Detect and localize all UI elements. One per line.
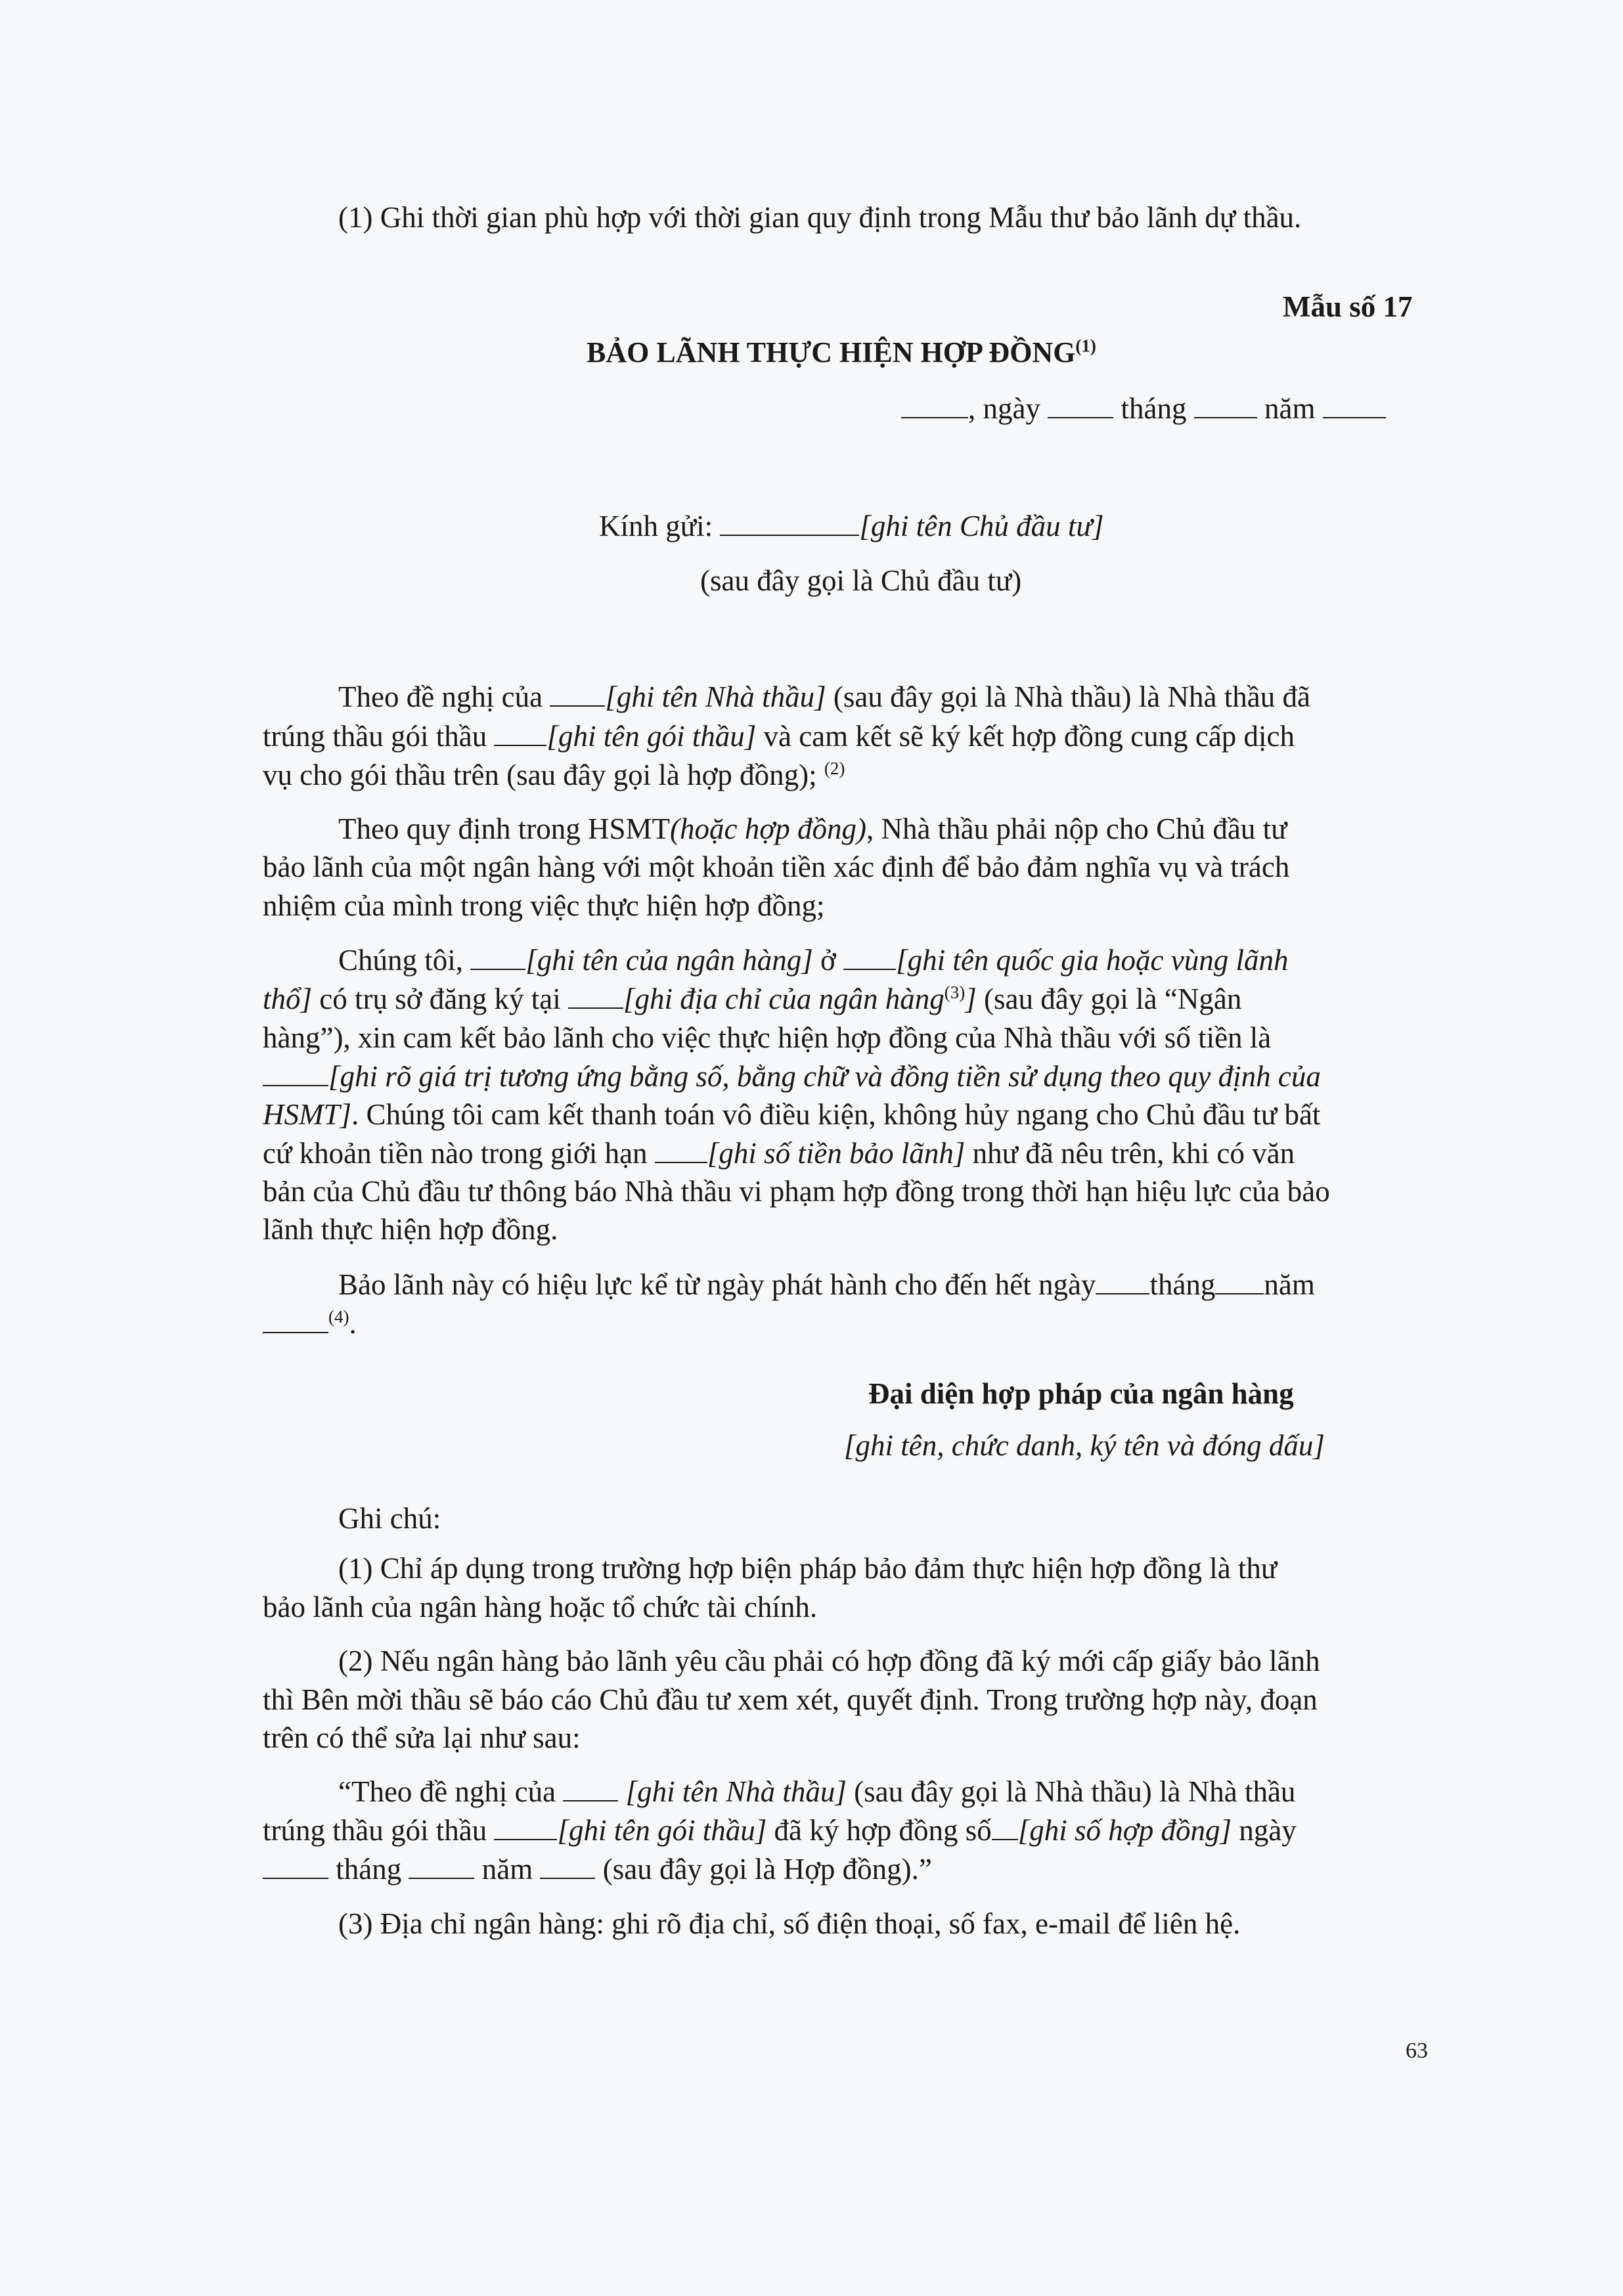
para1-text: và cam kết sẽ ký kết hợp đồng cung cấp dịch [763,720,1295,753]
recipient-placeholder: [ghi tên Chủ đầu tư] [859,510,1104,542]
day-blank [1048,395,1113,418]
para3-line8: lãnh thực hiện hợp đồng. [263,1213,558,1246]
para3-line3: hàng”), xin cam kết bảo lãnh cho việc thực hiện hợp đồng của Nhà thầu với số tiền là [263,1021,1272,1054]
para3-line7: bản của Chủ đầu tư thông báo Nhà thầu vi phạm hợp đồng trong thời hạn hiệu lực của bảo [263,1175,1330,1208]
para4-text: năm [1264,1268,1315,1301]
para1-text: vụ cho gói thầu trên (sau đây gọi là hợp đồng); [263,759,817,791]
quote-text: ngày [1239,1814,1297,1847]
guarantee-amount-placeholder: [ghi số tiền bảo lãnh] [707,1137,966,1170]
para4-line1 [338,1266,1315,1304]
para2-italic: (hoặc hợp đồng) [669,812,866,845]
note2-line2: thì Bên mời thầu sẽ báo cáo Chủ đầu tư xem xét, quyết định. Trong trường hợp này, đoạn [263,1683,1318,1716]
para1-text: (sau đây gọi là Nhà thầu) là Nhà thầu đã [833,680,1310,713]
para3-text: Chúng tôi, [338,944,464,977]
address-placeholder-end: ] [965,982,977,1015]
bank-blank [470,946,525,970]
quote-text: đã ký hợp đồng số [774,1814,992,1847]
para1-footnote: (2) [824,759,845,778]
para1-line1 [338,678,1310,716]
para4-line2 [263,1304,357,1342]
para3-line1 [338,941,1288,979]
month-blank [1194,395,1257,418]
package-placeholder: [ghi tên gói thầu] [546,720,757,753]
recipient-alias: (sau đây gọi là Chủ đầu tư) [700,564,1022,597]
para2-text: Theo quy định trong HSMT [338,812,670,845]
signature-instruction: [ghi tên, chức danh, ký tên và đóng dấu] [844,1429,1325,1462]
bank-placeholder: [ghi tên của ngân hàng] [525,944,813,977]
quote-contractor-blank [563,1778,618,1801]
quote-text: năm [481,1853,533,1886]
note3: (3) Địa chỉ ngân hàng: ghi rõ địa chỉ, số điện thoại, số fax, e-mail để liên hệ. [338,1907,1241,1940]
para2-line2: bảo lãnh của một ngân hàng với một khoản tiền xác định để bảo đảm nghĩa vụ và trách [263,850,1290,883]
para2-line3: nhiệm của mình trong việc thực hiện hợp đồng; [263,889,825,922]
note1-line1: (1) Chỉ áp dụng trong trường hợp biện pháp bảo đảm thực hiện hợp đồng là thư [338,1552,1278,1585]
amount-placeholder-end: HSMT] [263,1098,352,1131]
para3-text: ở [820,944,836,977]
amount-blank [263,1063,328,1086]
recipient-line [599,507,1103,545]
validity-month-blank [1215,1271,1264,1294]
address-blank [568,985,623,1009]
title-footnote: (1) [1075,336,1096,356]
quote-package-blank [494,1817,557,1840]
quote-line1 [338,1773,1295,1811]
quote-contract-no-placeholder: [ghi số hợp đồng] [1017,1814,1232,1847]
para3-line6 [263,1134,1295,1172]
para3-text: cứ khoản tiền nào trong giới hạn [263,1137,648,1170]
date-line [901,389,1386,428]
quote-contractor-placeholder: [ghi tên Nhà thầu] [625,1775,847,1808]
quote-text: (sau đây gọi là Nhà thầu) là Nhà thầu [854,1775,1296,1808]
para1-line2 [263,717,1295,755]
country-placeholder: [ghi tên quốc gia hoặc vùng lãnh [896,944,1289,977]
document-title [587,334,1096,372]
date-month-label: tháng [1121,392,1187,425]
top-note: (1) Ghi thời gian phù hợp với thời gian quy định trong Mẫu thư bảo lãnh dự thầu. [338,201,1302,234]
para1-text: trúng thầu gói thầu [263,720,487,753]
quote-text: (sau đây gọi là Hợp đồng).” [602,1853,932,1886]
quote-contract-no-blank [992,1817,1018,1840]
notes-heading: Ghi chú: [338,1502,441,1535]
guarantee-amount-blank [655,1139,707,1163]
quote-day-blank [263,1855,328,1879]
quote-text: “Theo đề nghị của [338,1775,556,1808]
para2-line1 [338,810,1287,848]
title-text: BẢO LÃNH THỰC HIỆN HỢP ĐỒNG [587,336,1076,368]
para3-text: (sau đây gọi là “Ngân [983,982,1242,1015]
package-blank [494,722,546,746]
address-placeholder: [ghi địa chỉ của ngân hàng [623,982,945,1015]
para3-line5 [263,1095,1320,1134]
quote-year-blank [540,1855,595,1879]
country-blank [843,946,896,970]
date-day-label: , ngày [968,392,1040,425]
date-year-label: năm [1264,392,1316,425]
quote-package-placeholder: [ghi tên gói thầu] [557,1814,767,1847]
quote-text: trúng thầu gói thầu [263,1814,487,1847]
para4-footnote: (4) [328,1307,349,1327]
para3-footnote: (3) [944,982,966,1002]
note2-line1: (2) Nếu ngân hàng bảo lãnh yêu cầu phải có hợp đồng đã ký mới cấp giấy bảo lãnh [338,1645,1320,1677]
country-placeholder-end: thổ] [263,982,313,1015]
amount-placeholder: [ghi rõ giá trị tương ứng bằng số, bằng chữ và đồng tiền sử dụng theo quy định của [328,1060,1321,1093]
year-blank [1323,395,1386,418]
para3-line4 [263,1057,1321,1095]
recipient-label: Kính gửi: [599,510,713,542]
note1-line2: bảo lãnh của ngân hàng hoặc tổ chức tài chính. [263,1591,818,1623]
form-number: Mẫu số 17 [1283,290,1413,323]
contractor-placeholder: [ghi tên Nhà thầu] [605,680,826,713]
para3-line2 [263,980,1241,1018]
place-blank [901,395,968,418]
recipient-blank [720,512,859,536]
para3-text: như đã nêu trên, khi có văn [972,1137,1295,1170]
note2-line3: trên có thể sửa lại như sau: [263,1721,581,1754]
para1-text: Theo đề nghị của [338,680,543,713]
quote-text: tháng [336,1853,402,1886]
validity-year-blank [263,1310,328,1333]
para2-text: , Nhà thầu phải nộp cho Chủ đầu tư [866,812,1287,845]
para4-text: . [349,1307,357,1340]
quote-month-blank [409,1855,474,1879]
para3-text: . Chúng tôi cam kết thanh toán vô điều kiện, không hủy ngang cho Chủ đầu tư bất [351,1098,1321,1131]
para3-text: có trụ sở đăng ký tại [319,982,561,1015]
para4-text: tháng [1149,1268,1216,1301]
para4-text: Bảo lãnh này có hiệu lực kể từ ngày phát hành cho đến hết ngày [338,1268,1096,1301]
para1-line3 [263,756,845,794]
contractor-blank [550,683,605,707]
page-number: 63 [1406,2039,1428,2063]
signature-title: Đại diện hợp pháp của ngân hàng [868,1377,1294,1410]
quote-line2 [263,1811,1297,1849]
quote-line3 [263,1850,932,1888]
validity-day-blank [1096,1271,1149,1294]
